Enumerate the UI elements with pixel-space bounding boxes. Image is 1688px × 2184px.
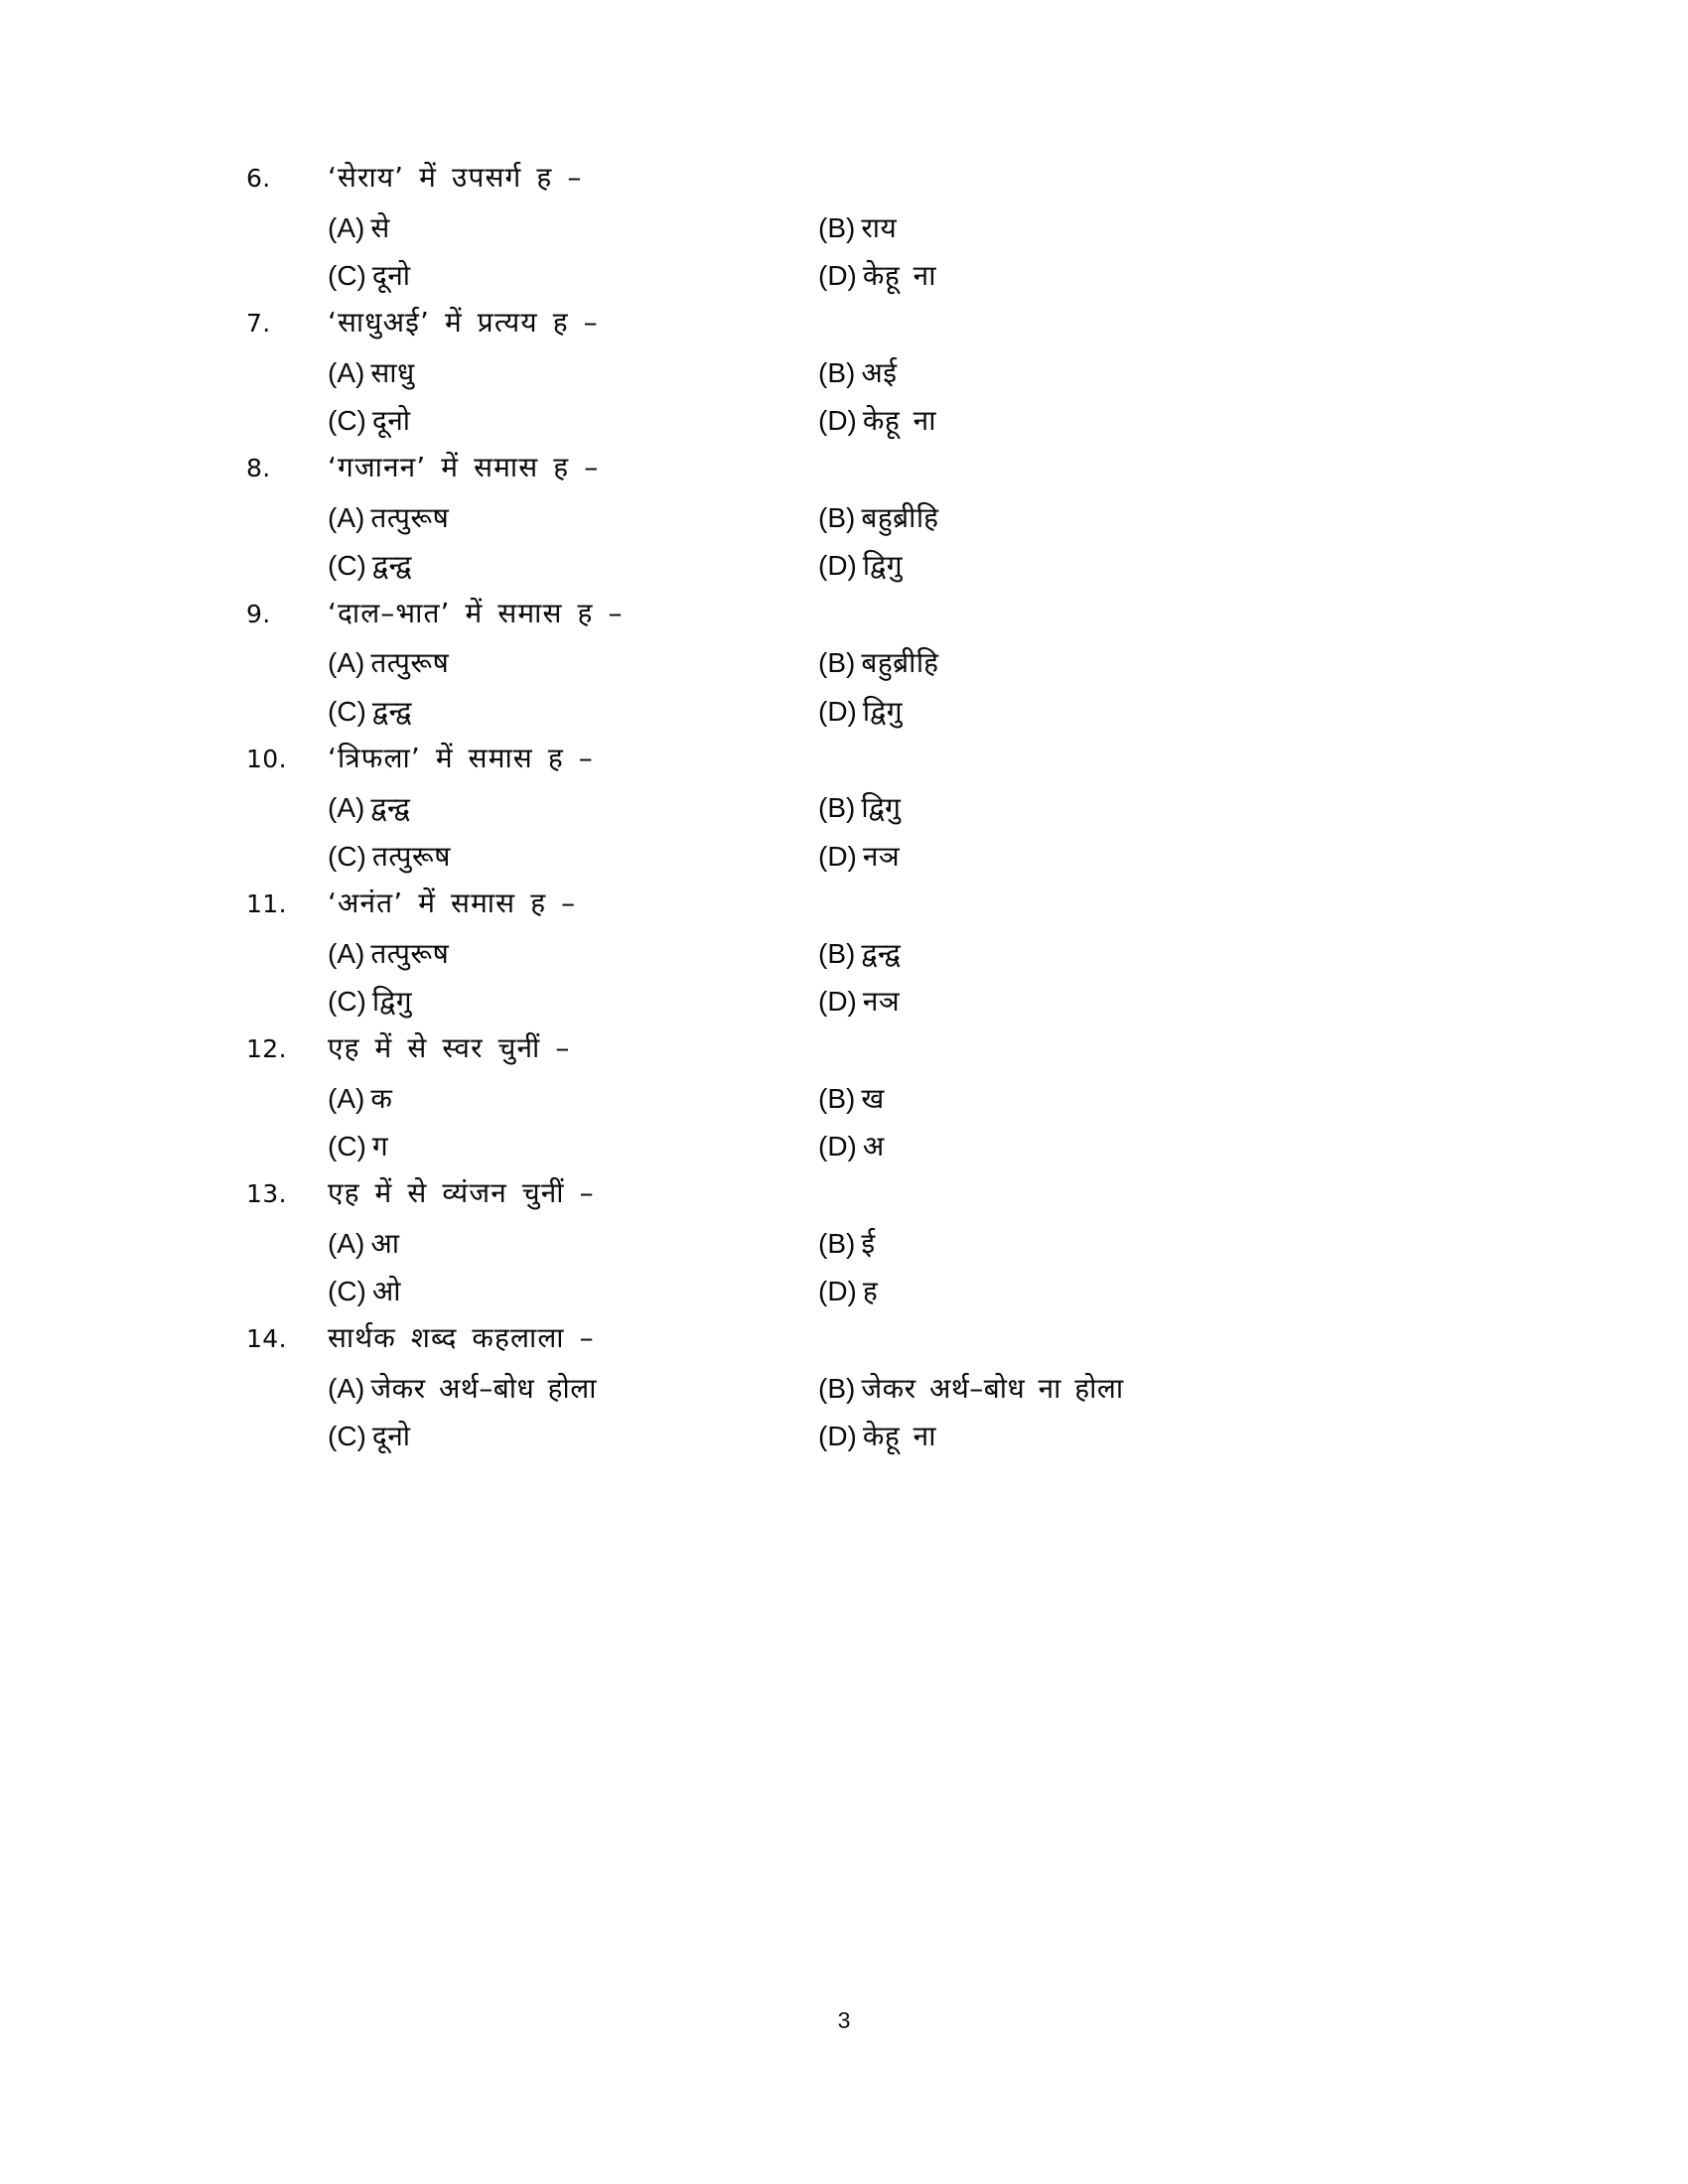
- question-item: [246, 1029, 1448, 1165]
- option-b[interactable]: [818, 208, 1448, 247]
- option-value: अ: [862, 1130, 885, 1163]
- option-c[interactable]: [328, 546, 818, 585]
- option-letter: (D): [818, 259, 857, 291]
- question-text: एह में से स्वर चुनीं –: [328, 1031, 571, 1065]
- option-row: [328, 353, 1448, 392]
- option-value: नञ: [862, 839, 901, 873]
- question-item: [246, 740, 1448, 876]
- question-number: 8.: [246, 454, 271, 483]
- question-item: [246, 304, 1448, 440]
- option-value: राय: [861, 210, 898, 244]
- option-value: जेकर अर्थ–बोध ना होला: [861, 1372, 1124, 1406]
- option-value: द्विगु: [371, 984, 412, 1018]
- question-text: सार्थक शब्द कहलाला –: [328, 1321, 595, 1355]
- option-value: द्वन्द्व: [861, 936, 902, 970]
- option-row: [328, 1224, 1448, 1263]
- page-number: 3: [837, 2007, 851, 2033]
- option-letter: (D): [818, 1421, 857, 1452]
- option-b[interactable]: [818, 643, 1448, 682]
- question-item: [246, 449, 1448, 585]
- question-number: 9.: [246, 599, 271, 628]
- option-a[interactable]: [328, 498, 818, 537]
- question-stem: [246, 1029, 1448, 1067]
- question-stem: [246, 159, 1448, 197]
- option-c[interactable]: [328, 837, 818, 876]
- option-a[interactable]: [328, 208, 818, 247]
- option-d[interactable]: [818, 256, 1448, 295]
- option-value: नञ: [862, 984, 901, 1018]
- option-letter: (A): [328, 502, 365, 534]
- option-value: जेकर अर्थ–बोध होला: [370, 1372, 597, 1406]
- option-value: अई: [861, 355, 898, 389]
- option-letter: (A): [328, 356, 365, 388]
- option-value: दूनो: [371, 1420, 411, 1453]
- question-stem: [246, 304, 1448, 341]
- option-value: द्वन्द्व: [371, 694, 412, 728]
- question-stem: [246, 1319, 1448, 1357]
- option-letter: (A): [328, 937, 365, 969]
- option-b[interactable]: [818, 498, 1448, 537]
- question-stem: [246, 449, 1448, 486]
- question-item: [246, 1174, 1448, 1310]
- option-value: ह: [862, 1275, 879, 1308]
- option-letter: (C): [328, 405, 366, 437]
- option-row: [328, 498, 1448, 537]
- option-letter: (C): [328, 550, 366, 582]
- option-letter: (B): [818, 937, 856, 969]
- option-value: द्विगु: [862, 549, 903, 583]
- option-d[interactable]: [818, 837, 1448, 876]
- option-a[interactable]: [328, 643, 818, 682]
- option-row: [328, 1417, 1448, 1455]
- option-value: केहू ना: [862, 404, 936, 438]
- option-letter: (D): [818, 405, 857, 437]
- option-letter: (D): [818, 985, 857, 1017]
- question-stem: [246, 885, 1448, 922]
- option-row: [328, 401, 1448, 440]
- option-value: द्विगु: [862, 694, 903, 728]
- option-value: द्वन्द्व: [370, 791, 411, 825]
- option-letter: (C): [328, 695, 366, 727]
- option-d[interactable]: [818, 546, 1448, 585]
- option-letter: (B): [818, 502, 856, 534]
- option-value: द्विगु: [861, 791, 902, 825]
- option-value: से: [370, 210, 390, 244]
- option-letter: (A): [328, 1228, 365, 1259]
- option-row: [328, 837, 1448, 876]
- question-number: 11.: [246, 888, 287, 918]
- option-b[interactable]: [818, 1224, 1448, 1263]
- option-value: तत्पुरूष: [370, 501, 450, 535]
- option-c[interactable]: [328, 1417, 818, 1455]
- option-c[interactable]: [328, 692, 818, 731]
- option-letter: (A): [328, 792, 365, 824]
- question-item: [246, 159, 1448, 295]
- option-row: [328, 982, 1448, 1021]
- option-letter: (B): [818, 211, 856, 243]
- option-letter: (B): [818, 1082, 856, 1114]
- option-b[interactable]: [818, 788, 1448, 827]
- option-letter: (A): [328, 647, 365, 679]
- question-number: 10.: [246, 744, 287, 773]
- option-letter: (C): [328, 259, 366, 291]
- option-value: दूनो: [371, 258, 411, 292]
- option-letter: (D): [818, 550, 857, 582]
- option-a[interactable]: [328, 934, 818, 973]
- option-value: आ: [370, 1227, 400, 1260]
- option-b[interactable]: [818, 1079, 1448, 1118]
- question-number: 6.: [246, 164, 271, 193]
- question-text: ‘साधुअई’ में प्रत्यय ह –: [328, 306, 599, 340]
- option-letter: (C): [328, 1421, 366, 1452]
- question-number: 13.: [246, 1179, 287, 1209]
- option-letter: (D): [818, 695, 857, 727]
- option-row: [328, 256, 1448, 295]
- question-item: [246, 885, 1448, 1021]
- option-row: [328, 208, 1448, 247]
- question-text: ‘दाल–भात’ में समास ह –: [328, 596, 624, 629]
- option-c[interactable]: [328, 982, 818, 1021]
- option-b[interactable]: [818, 353, 1448, 392]
- question-number: 12.: [246, 1034, 287, 1064]
- option-value: द्वन्द्व: [371, 549, 412, 583]
- option-value: क: [370, 1081, 393, 1115]
- option-d[interactable]: [818, 1272, 1448, 1310]
- option-d[interactable]: [818, 1417, 1448, 1455]
- question-list: [246, 159, 1448, 1465]
- option-value: ई: [861, 1227, 876, 1260]
- option-letter: (B): [818, 1228, 856, 1259]
- option-b[interactable]: [818, 934, 1448, 973]
- option-letter: (D): [818, 1276, 857, 1307]
- option-value: तत्पुरूष: [370, 936, 450, 970]
- option-letter: (D): [818, 840, 857, 872]
- option-row: [328, 1272, 1448, 1310]
- option-letter: (C): [328, 985, 366, 1017]
- option-value: केहू ना: [862, 258, 936, 292]
- option-value: दूनो: [371, 404, 411, 438]
- question-text: ‘त्रिफला’ में समास ह –: [328, 741, 594, 774]
- option-value: ग: [371, 1130, 389, 1163]
- option-letter: (A): [328, 1373, 365, 1405]
- option-row: [328, 1079, 1448, 1118]
- option-row: [328, 1127, 1448, 1165]
- question-text: ‘गजानन’ में समास ह –: [328, 451, 600, 484]
- option-a[interactable]: [328, 1079, 818, 1118]
- option-letter: (C): [328, 1131, 366, 1162]
- question-text: एह में से व्यंजन चुनीं –: [328, 1176, 595, 1210]
- option-value: ख: [861, 1081, 885, 1115]
- option-value: बहुब्रीहि: [861, 501, 939, 535]
- question-stem: [246, 1174, 1448, 1212]
- option-c[interactable]: [328, 401, 818, 440]
- option-a[interactable]: [328, 1224, 818, 1263]
- option-value: बहुब्रीहि: [861, 646, 939, 680]
- option-value: तत्पुरूष: [371, 839, 451, 873]
- option-c[interactable]: [328, 256, 818, 295]
- question-item: [246, 595, 1448, 731]
- option-value: तत्पुरूष: [370, 646, 450, 680]
- option-b[interactable]: [818, 1369, 1448, 1408]
- option-row: [328, 788, 1448, 827]
- option-letter: (B): [818, 1373, 856, 1405]
- option-row: [328, 1369, 1448, 1408]
- question-text: ‘अनंत’ में समास ह –: [328, 886, 577, 919]
- question-number: 14.: [246, 1324, 287, 1354]
- option-c[interactable]: [328, 1272, 818, 1310]
- option-row: [328, 934, 1448, 973]
- option-d[interactable]: [818, 401, 1448, 440]
- question-stem: [246, 740, 1448, 777]
- option-row: [328, 643, 1448, 682]
- option-row: [328, 692, 1448, 731]
- option-letter: (A): [328, 1082, 365, 1114]
- option-letter: (C): [328, 840, 366, 872]
- option-a[interactable]: [328, 788, 818, 827]
- question-item: [246, 1319, 1448, 1455]
- option-a[interactable]: [328, 1369, 818, 1408]
- option-letter: (A): [328, 211, 365, 243]
- option-d[interactable]: [818, 1127, 1448, 1165]
- option-d[interactable]: [818, 982, 1448, 1021]
- option-value: साधु: [370, 355, 415, 389]
- option-letter: (B): [818, 792, 856, 824]
- option-value: ओ: [371, 1275, 402, 1308]
- option-letter: (B): [818, 647, 856, 679]
- option-d[interactable]: [818, 692, 1448, 731]
- option-letter: (C): [328, 1276, 366, 1307]
- question-number: 7.: [246, 309, 271, 339]
- option-c[interactable]: [328, 1127, 818, 1165]
- option-value: केहू ना: [862, 1420, 936, 1453]
- question-text: ‘सेराय’ में उपसर्ग ह –: [328, 161, 583, 194]
- option-letter: (D): [818, 1131, 857, 1162]
- option-row: [328, 546, 1448, 585]
- question-stem: [246, 595, 1448, 632]
- option-letter: (B): [818, 356, 856, 388]
- option-a[interactable]: [328, 353, 818, 392]
